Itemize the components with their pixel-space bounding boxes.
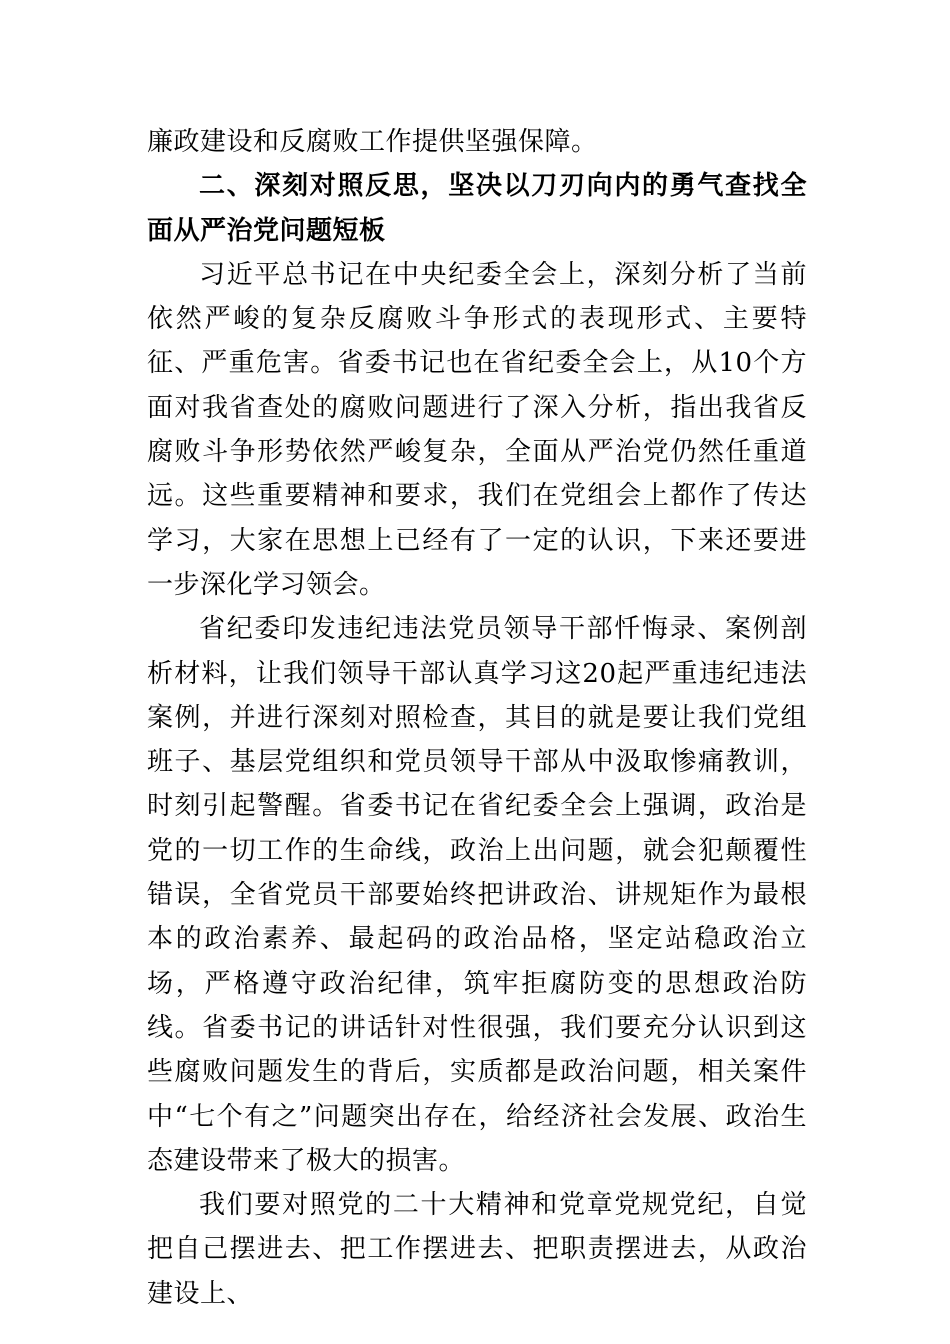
paragraph: 习近平总书记在中央纪委全会上，深刻分析了当前依然严峻的复杂反腐败斗争形式的表现形式、主要特征、严重危害。省委书记也在省纪委全会上，从10个方面对我省查处的腐败问题进行了深入分析，指出我省反腐败斗争形势依然严峻复杂，全面从严治党仍然任重道远。这些重要精神和要求，我们在党组会上都作了传达学习，大家在思想上已经有了一定的认识，下来还要进一步深化学习领会。 [147, 259, 807, 600]
paragraph: 我们要对照党的二十大精神和党章党规党纪，自觉把自己摆进去、把工作摆进去、把职责摆进去，从政治建设上、 [147, 1190, 807, 1309]
paragraph: 省纪委印发违纪违法党员领导干部忏悔录、案例剖析材料，让我们领导干部认真学习这20起严重违纪违法案例，并进行深刻对照检查，其目的就是要让我们党组班子、基层党组织和党员领导干部从中汲取惨痛教训，时刻引起警醒。省委书记在省纪委全会上强调，政治是党的一切工作的生命线，政治上出问题，就会犯颠覆性错误，全省党员干部要始终把讲政治、讲规矩作为最根本的政治素养、最起码的政治品格，坚定站稳政治立场，严格遵守政治纪律，筑牢拒腐防变的思想政治防线。省委书记的讲话针对性很强，我们要充分认识到这些腐败问题发生的背后，实质都是政治问题，相关案件中“七个有之”问题突出存在，给经济社会发展、政治生态建设带来了极大的损害。 [147, 614, 807, 1176]
section-heading: 二、深刻对照反思，坚决以刀刃向内的勇气查找全面从严治党问题短板 [147, 171, 807, 246]
document-body [147, 120, 807, 1316]
paragraph-continuation: 廉政建设和反腐败工作提供坚强保障。 [147, 127, 598, 157]
